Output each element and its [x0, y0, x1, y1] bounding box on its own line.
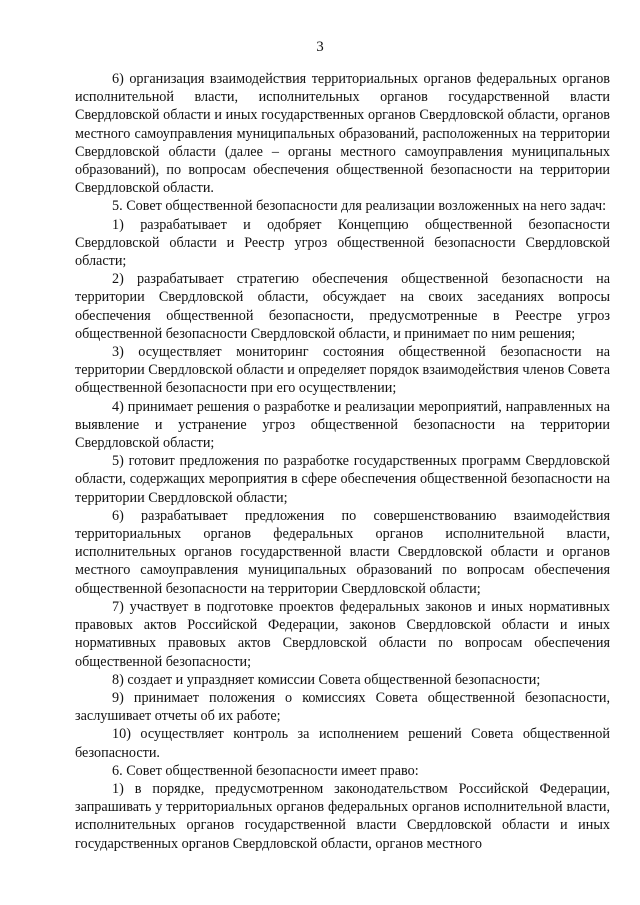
page-number: 3 — [316, 39, 324, 55]
paragraph-task-7: 7) участвует в подготовке проектов федеральных законов и иных нормативных правовых актов Российской Федерации, законов Свердловской области и иных нормативных правовых актов Свердловской области по вопросам обеспечения общественной безопасности; — [75, 598, 610, 670]
paragraph-task-9: 9) принимает положения о комиссиях Совета общественной безопасности, заслушивает отчеты об их работе; — [75, 689, 610, 725]
paragraph-task-3: 3) осуществляет мониторинг состояния общественной безопасности на территории Свердловской области и определяет порядок взаимодействия членов Совета общественной безопасности при его осуществлении; — [75, 344, 610, 397]
paragraph-task-4: 4) принимает решения о разработке и реализации мероприятий, направленных на выявление и устранение угроз общественной безопасности на территории Свердловской области; — [75, 398, 610, 452]
paragraph-task-1: 1) разрабатывает и одобряет Концепцию общественной безопасности Свердловской области и Реестр угроз общественной безопасности Свердловской области; — [75, 216, 610, 270]
paragraph-task-5: 5) готовит предложения по разработке государственных программ Свердловской области, содержащих мероприятия в сфере обеспечения общественной безопасности на территории Свердловской области; — [75, 453, 610, 506]
paragraph-item-6-organization: 6) организация взаимодействия территориальных органов федеральных органов исполнительной власти, исполнительных органов государственной власти Свердловской области и иных государственных органов Свердловской области, органов местного самоуправления муниципальных образований, расположенных на территории Свердловской области (далее – органы местного самоуправления муниципальных образований), по вопросам обеспечения общественной безопасности на территории Свердловской области. — [75, 71, 610, 197]
document-body — [75, 70, 610, 853]
paragraph-task-10: 10) осуществляет контроль за исполнением решений Совета общественной безопасности. — [75, 726, 610, 761]
paragraph-task-8: 8) создает и упраздняет комиссии Совета общественной безопасности; — [112, 671, 541, 688]
paragraph-right-1: 1) в порядке, предусмотренном законодательством Российской Федерации, запрашивать у территориальных органов федеральных органов исполнительной власти, исполнительных органов государственной власти Свердловской области и иных государственных органов Свердловской области, органов местного — [75, 780, 610, 852]
paragraph-section-6-heading: 6. Совет общественной безопасности имеет право: — [112, 762, 419, 779]
paragraph-task-6: 6) разрабатывает предложения по совершенствованию взаимодействия территориальных органов федеральных органов исполнительной власти, исполнительных органов государственной власти Свердловской области и органов местного самоуправления муниципальных образований по вопросам обеспечения общественной безопасности на территории Свердловской области; — [75, 507, 610, 597]
paragraph-task-2: 2) разрабатывает стратегию обеспечения общественной безопасности на территории Свердловской области, обсуждает на своих заседаниях вопросы обеспечения общественной безопасности, предусмотренные в Реестре угроз общественной безопасности Свердловской области, и принимает по ним решения; — [75, 271, 610, 342]
paragraph-section-5-heading: 5. Совет общественной безопасности для реализации возложенных на него задач: — [112, 198, 607, 215]
